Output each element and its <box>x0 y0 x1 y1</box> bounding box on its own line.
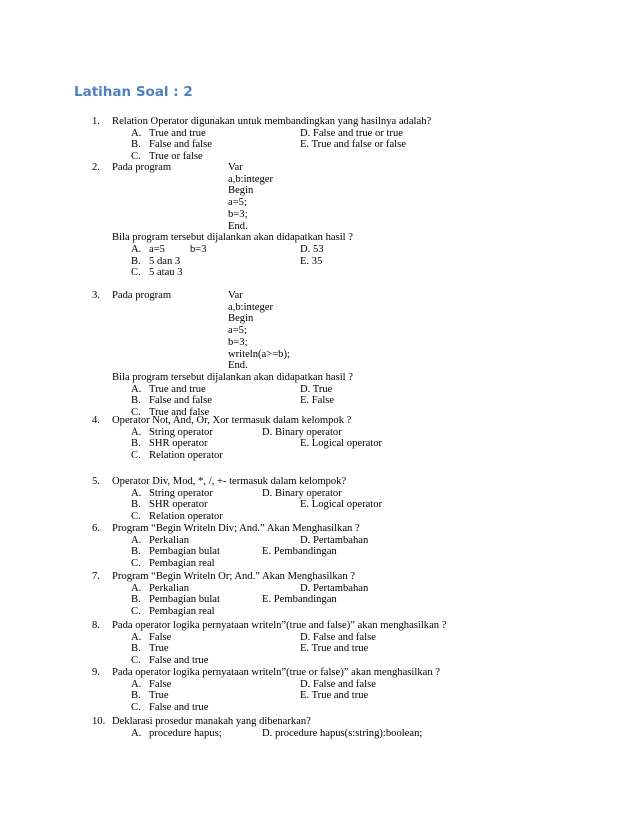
option-letter: B. <box>131 255 141 267</box>
option-letter: C. <box>131 606 141 618</box>
code-line: a=5; <box>228 197 247 209</box>
option-text: String operator <box>149 426 213 438</box>
option-text: False and false <box>149 139 212 151</box>
option-letter: B. <box>131 690 141 702</box>
option-letter: A. <box>131 727 142 739</box>
option-letter: B. <box>131 594 141 606</box>
question-number: 3. <box>92 290 100 301</box>
option-text: Relation operator <box>149 450 223 462</box>
option-right-text: D. False and true or true <box>300 127 403 139</box>
option-letter: A. <box>131 582 142 594</box>
option-text: Pembagian bulat <box>149 546 220 558</box>
option-text: Pembagian real <box>149 606 215 618</box>
option-right-text: E. Logical operator <box>300 499 383 511</box>
question-number: 7. <box>92 571 100 582</box>
option-letter: C. <box>131 655 141 667</box>
code-line: Var <box>228 290 243 301</box>
question-number: 4. <box>92 415 100 426</box>
question-text: Deklarasi prosedur manakah yang dibenarkan? <box>112 716 311 727</box>
question-number: 8. <box>92 620 100 631</box>
option-letter: C. <box>131 450 141 462</box>
option-letter: A. <box>131 534 142 546</box>
question-number: 1. <box>92 116 100 127</box>
option-letter: B. <box>131 546 141 558</box>
option-right-text: D. True <box>300 383 333 395</box>
code-line: End. <box>228 220 248 232</box>
option-right-text: E. 35 <box>300 255 323 267</box>
question-text: Pada operator logika pernyataan writeln”(true or false)” akan menghasilkan ? <box>112 667 440 678</box>
option-right-text: E. True and true <box>300 690 369 702</box>
option-right-text: D. Pertambahan <box>300 534 369 546</box>
code-line: b=3; <box>228 336 248 348</box>
code-line: a,b:integer <box>228 301 274 313</box>
option-right-text: E. True and true <box>300 643 369 655</box>
option-letter: B. <box>131 643 141 655</box>
option-text: SHR operator <box>149 499 208 511</box>
option-letter: B. <box>131 139 141 151</box>
option-text: False <box>149 678 172 690</box>
option-text: True and true <box>149 383 206 395</box>
code-line: a=5; <box>228 325 247 337</box>
code-line: writeln(a>=b); <box>228 348 290 360</box>
option-letter: B. <box>131 438 141 450</box>
option-letter: C. <box>131 702 141 714</box>
option-right-text: D. 53 <box>300 243 324 255</box>
question-text: Pada program <box>112 290 172 301</box>
option-letter: C. <box>131 407 141 418</box>
option-letter: C. <box>131 558 141 570</box>
option-text: False and true <box>149 702 209 714</box>
question-text: Program “Begin Writeln Div; And.” Akan Menghasilkan ? <box>112 523 360 534</box>
page-title: Latihan Soal : 2 <box>74 84 193 100</box>
option-text: True or false <box>149 151 203 163</box>
option-letter: C. <box>131 511 141 523</box>
code-line: Begin <box>228 185 254 197</box>
option-right-text: E. Pembandingan <box>262 546 337 558</box>
question-number: 5. <box>92 476 100 487</box>
option-letter: C. <box>131 151 141 163</box>
option-text: Perkalian <box>149 582 190 594</box>
question-text: Program “Begin Writeln Or; And.” Akan Menghasilkan ? <box>112 571 355 582</box>
option-text: True and true <box>149 127 206 139</box>
option-letter: B. <box>131 395 141 407</box>
question-text: Operator Not, And, Or, Xor termasuk dalam kelompok ? <box>112 415 352 426</box>
option-letter: A. <box>131 243 142 255</box>
code-line: a,b:integer <box>228 173 274 185</box>
option-text: False and false <box>149 395 212 407</box>
option-letter: A. <box>131 631 142 643</box>
option-letter: A. <box>131 487 142 499</box>
option-text: True <box>149 690 169 702</box>
option-text: procedure hapus; <box>149 727 222 739</box>
option-letter: A. <box>131 678 142 690</box>
option-right-text: E. Pembandingan <box>262 594 337 606</box>
option-right-text: D. procedure hapus(s:string):boolean; <box>262 727 423 739</box>
option-letter: C. <box>131 267 141 279</box>
question-note: Bila program tersebut dijalankan akan didapatkan hasil ? <box>112 232 353 244</box>
option-right-text: D. Binary operator <box>262 487 342 499</box>
option-right-text: E. False <box>300 395 335 407</box>
question-text: Pada program <box>112 162 172 173</box>
option-text: Pembagian real <box>149 558 215 570</box>
option-letter: B. <box>131 499 141 511</box>
option-text: String operator <box>149 487 213 499</box>
code-line: Var <box>228 162 243 173</box>
question-number: 6. <box>92 523 100 534</box>
question-number: 2. <box>92 162 100 173</box>
code-line: End. <box>228 360 248 372</box>
option-right-text: D. False and false <box>300 631 376 643</box>
code-line: Begin <box>228 313 254 325</box>
option-text: False and true <box>149 655 209 667</box>
question-note: Bila program tersebut dijalankan akan didapatkan hasil ? <box>112 371 353 383</box>
option-right-text: D. Binary operator <box>262 426 342 438</box>
option-text: 5 atau 3 <box>149 267 183 279</box>
option-text: 5 dan 3 <box>149 255 181 267</box>
option-text: False <box>149 631 172 643</box>
option-letter: A. <box>131 426 142 438</box>
option-right-text: E. Logical operator <box>300 438 383 450</box>
code-line: b=3; <box>228 208 248 220</box>
question-text: Relation Operator digunakan untuk membandingkan yang hasilnya adalah? <box>112 116 432 127</box>
option-text: Pembagian bulat <box>149 594 220 606</box>
option-text: Perkalian <box>149 534 190 546</box>
question-number: 9. <box>92 667 100 678</box>
option-text: SHR operator <box>149 438 208 450</box>
option-letter: A. <box>131 383 142 395</box>
question-text: Operator Div, Mod, *, /, +- termasuk dalam kelompok? <box>112 476 347 487</box>
option-text: a=5 <box>149 243 165 255</box>
question-number: 10. <box>92 716 106 727</box>
option-text: True and false <box>149 407 210 418</box>
option-text: True <box>149 643 169 655</box>
option-letter: A. <box>131 127 142 139</box>
option-text: Relation operator <box>149 511 223 523</box>
option-right-text: E. True and false or false <box>300 139 406 151</box>
option-extra-text: b=3 <box>190 243 207 255</box>
option-right-text: D. False and false <box>300 678 376 690</box>
question-text: Pada operator logika pernyataan writeln”(true and false)” akan menghasilkan ? <box>112 620 447 631</box>
option-right-text: D. Pertambahan <box>300 582 369 594</box>
